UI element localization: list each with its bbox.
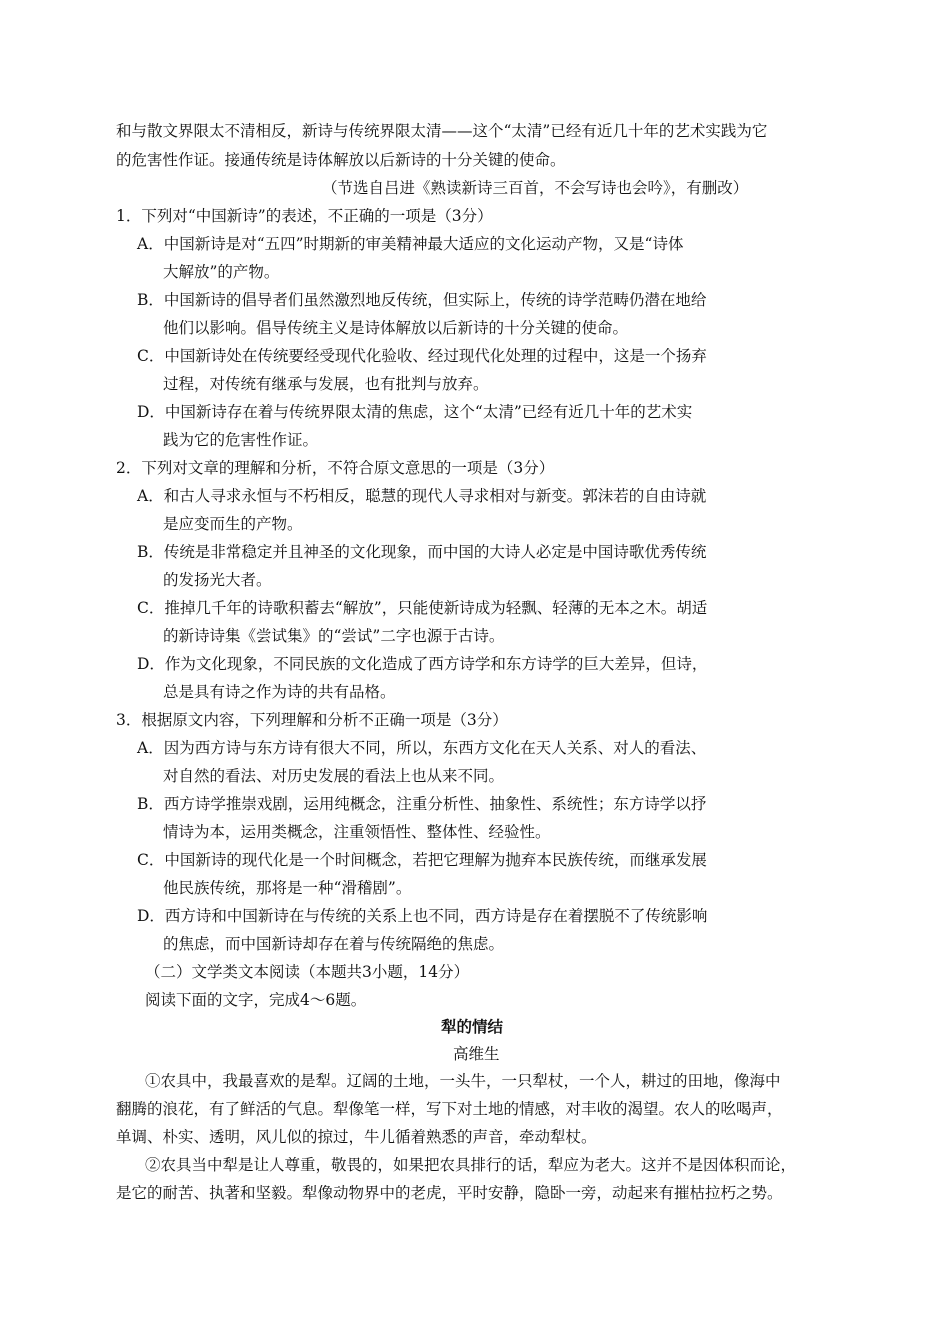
essay-author: 高维生 [453, 1045, 500, 1063]
essay-paragraph-line: 单调、朴实、透明，风儿似的掠过，牛儿循着熟悉的声音，牵动犁杖。 [116, 1128, 597, 1146]
option-a: A．因为西方诗与东方诗有很大不同，所以，东西方文化在天人关系、对人的看法、 [137, 739, 707, 757]
essay-title: 犁的情结 [441, 1018, 504, 1036]
question-stem: 1．下列对“中国新诗”的表述，不正确的一项是（3分） [116, 207, 493, 225]
option-c: C．中国新诗的现代化是一个时间概念，若把它理解为抛弃本民族传统，而继承发展 [137, 851, 707, 869]
option-c: C．中国新诗处在传统要经受现代化验收、经过现代化处理的过程中，这是一个扬弃 [137, 347, 707, 365]
option-c-cont: 他民族传统，那将是一种“滑稽剧”。 [163, 879, 412, 897]
essay-paragraph-line: ②农具当中犁是让人尊重，敬畏的，如果把农具排行的话，犁应为老大。这并不是因体积而论， [145, 1156, 797, 1174]
option-d-cont: 总是具有诗之作为诗的共有品格。 [163, 683, 396, 701]
option-d-cont: 践为它的危害性作证。 [163, 431, 319, 449]
option-b: B．西方诗学推崇戏剧，运用纯概念，注重分析性、抽象性、系统性；东方诗学以抒 [137, 795, 707, 813]
question-stem: 2．下列对文章的理解和分析，不符合原文意思的一项是（3分） [116, 459, 555, 477]
option-b: B．中国新诗的倡导者们虽然激烈地反传统，但实际上，传统的诗学范畴仍潜在地给 [137, 291, 707, 309]
passage-line: 的危害性作证。接通传统是诗体解放以后新诗的十分关键的使命。 [116, 151, 566, 169]
option-a-cont: 对自然的看法、对历史发展的看法上也从来不同。 [163, 767, 505, 785]
section-heading: （二）文学类文本阅读（本题共3小题，14分） [145, 963, 470, 981]
option-d-cont: 的焦虑，而中国新诗却存在着与传统隔绝的焦虑。 [163, 935, 505, 953]
option-c-cont: 的新诗诗集《尝试集》的“尝试”二字也源于古诗。 [163, 627, 505, 645]
option-c-cont: 过程，对传统有继承与发展，也有批判与放弃。 [163, 375, 489, 393]
option-b-cont: 的发扬光大者。 [163, 571, 272, 589]
option-a-cont: 大解放”的产物。 [163, 263, 280, 281]
option-d: D．作为文化现象，不同民族的文化造成了西方诗学和东方诗学的巨大差异，但诗， [137, 655, 708, 673]
essay-paragraph-line: ①农具中，我最喜欢的是犁。辽阔的土地，一头牛，一只犁杖，一个人，耕过的田地，像海中 [145, 1072, 781, 1090]
section-instruction: 阅读下面的文字，完成4～6题。 [145, 991, 367, 1009]
option-d: D．中国新诗存在着与传统界限太清的焦虑，这个“太清”已经有近几十年的艺术实 [137, 403, 693, 421]
option-b: B．传统是非常稳定并且神圣的文化现象，而中国的大诗人必定是中国诗歌优秀传统 [137, 543, 707, 561]
option-a: A．中国新诗是对“五四”时期新的审美精神最大适应的文化运动产物，又是“诗体 [137, 235, 684, 253]
option-a: A．和古人寻求永恒与不朽相反，聪慧的现代人寻求相对与新变。郭沫若的自由诗就 [137, 487, 707, 505]
passage-line: 和与散文界限太不清相反，新诗与传统界限太清——这个“太清”已经有近几十年的艺术实践为它 [116, 122, 768, 140]
option-b-cont: 情诗为本，运用类概念，注重领悟性、整体性、经验性。 [163, 823, 551, 841]
option-b-cont: 他们以影响。倡导传统主义是诗体解放以后新诗的十分关键的使命。 [163, 319, 629, 337]
essay-paragraph-line: 翻腾的浪花，有了鲜活的气息。犁像笔一样，写下对土地的情感，对丰收的渴望。农人的吆喝声， [116, 1100, 783, 1118]
question-stem: 3．根据原文内容，下列理解和分析不正确一项是（3分） [116, 711, 508, 729]
passage-source: （节选自吕进《熟读新诗三百首，不会写诗也会吟》，有删改） [322, 179, 749, 197]
option-a-cont: 是应变而生的产物。 [163, 515, 303, 533]
option-d: D．西方诗和中国新诗在与传统的关系上也不同，西方诗是存在着摆脱不了传统影响 [137, 907, 708, 925]
option-c: C．推掉几千年的诗歌积蓄去“解放”，只能使新诗成为轻飘、轻薄的无本之木。胡适 [137, 599, 708, 617]
essay-paragraph-line: 是它的耐苦、执著和坚毅。犁像动物界中的老虎，平时安静，隐卧一旁，动起来有摧枯拉朽之势。 [116, 1184, 783, 1202]
